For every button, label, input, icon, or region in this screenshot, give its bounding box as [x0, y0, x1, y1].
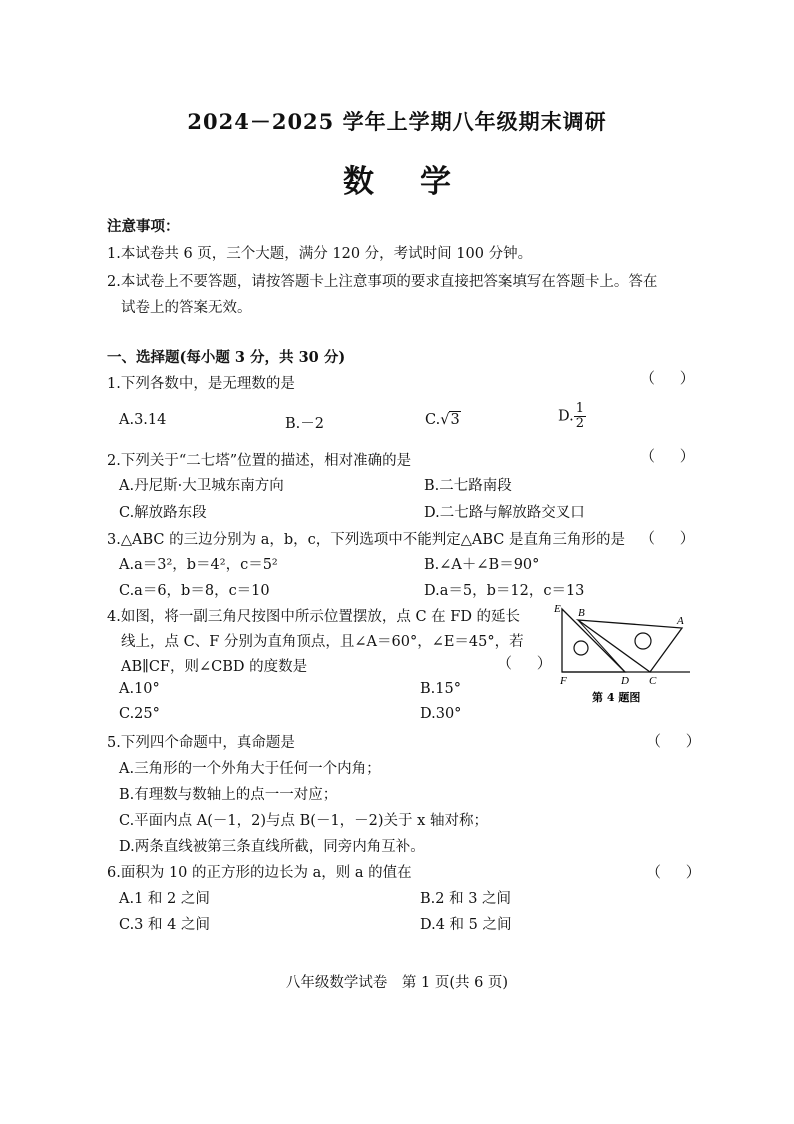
label-d: D — [621, 675, 629, 687]
question-3-stem: 3.△ABC 的三边分别为 a，b，c，下列选项中不能判定△ABC 是直角三角形的是 — [107, 532, 625, 548]
figure-caption: 第 4 题图 — [592, 691, 641, 704]
label-a: A — [677, 615, 684, 627]
question-6-answer-paren: （ ） — [646, 863, 711, 881]
question-4-option-c: C.25° — [119, 706, 160, 722]
question-1-option-c — [425, 412, 461, 428]
page-footer: 八年级数学试卷 第 1 页(共 6 页) — [285, 975, 509, 991]
question-2-option-b: B.二七路南段 — [424, 478, 512, 494]
set-square-hole-left — [574, 641, 588, 655]
question-2-option-c: C.解放路东段 — [119, 505, 207, 521]
fraction — [574, 402, 586, 431]
line-bd — [578, 620, 625, 672]
sqrt-icon: √ — [440, 412, 450, 428]
question-5-stem: 5.下列四个命题中，真命题是 — [107, 735, 295, 751]
question-1-stem: 1.下列各数中，是无理数的是 — [107, 376, 295, 392]
question-6-option-d: D.4 和 5 之间 — [420, 917, 512, 933]
question-5-answer-paren: （ ） — [646, 732, 711, 750]
question-1-option-b: B.－2 — [285, 416, 324, 432]
question-1-option-d — [558, 402, 586, 431]
notice-item-2-line-1: 2.本试卷上不要答题，请按答题卡上注意事项的要求直接把答案填写在答题卡上。答在 — [107, 274, 658, 290]
question-4-stem-line-3: AB∥CF，则∠CBD 的度数是 — [121, 659, 308, 675]
radicand: 3 — [450, 412, 460, 428]
question-1-answer-paren: （ ） — [640, 369, 705, 387]
option-c-prefix: C. — [425, 412, 441, 428]
question-2-option-a: A.丹尼斯·大卫城东南方向 — [119, 478, 284, 494]
question-6-option-c: C.3 和 4 之间 — [119, 917, 210, 933]
triangle-bac — [578, 620, 682, 672]
notice-heading: 注意事项： — [107, 218, 180, 235]
question-3-option-a: A.a＝3²，b＝4²，c＝5² — [119, 557, 278, 573]
fraction-denominator: 2 — [575, 416, 584, 431]
label-f: F — [560, 675, 567, 687]
question-3-option-c: C.a＝6，b＝8，c＝10 — [119, 583, 270, 599]
question-3-option-b: B.∠A＋∠B＝90° — [424, 557, 540, 573]
label-c: C — [649, 675, 657, 687]
fraction-numerator: 1 — [575, 401, 584, 416]
label-e: E — [554, 603, 561, 615]
question-3-answer-paren: （ ） — [640, 529, 705, 547]
question-4-figure — [550, 600, 700, 710]
question-1-option-a: A.3.14 — [119, 412, 167, 428]
exam-title: 2024－2025 学年上学期八年级期末调研 — [187, 109, 607, 134]
question-4-option-b: B.15° — [420, 681, 461, 697]
question-6-option-b: B.2 和 3 之间 — [420, 891, 512, 907]
notice-item-1: 1.本试卷共 6 页，三个大题，满分 120 分，考试时间 100 分钟。 — [107, 246, 533, 262]
question-2-answer-paren: （ ） — [640, 447, 705, 465]
question-4-answer-paren: （ ） — [497, 654, 562, 672]
triangle-efd — [562, 609, 625, 672]
question-4-option-d: D.30° — [420, 706, 462, 722]
section-heading: 一、选择题(每小题 3 分，共 30 分) — [107, 349, 346, 366]
question-6-option-a: A.1 和 2 之间 — [119, 891, 210, 907]
subject-title: 数学 — [343, 164, 497, 200]
question-4-stem-line-1: 4.如图，将一副三角尺按图中所示位置摆放，点 C 在 FD 的延长 — [107, 609, 521, 625]
set-square-hole-right — [635, 633, 651, 649]
label-b: B — [578, 607, 585, 619]
question-2-stem: 2.下列关于“二七塔”位置的描述，相对准确的是 — [107, 453, 412, 469]
question-4-option-a: A.10° — [119, 681, 160, 697]
question-5-option-c: C.平面内点 A(－1，2)与点 B(－1，－2)关于 x 轴对称； — [119, 813, 488, 829]
question-5-option-b: B.有理数与数轴上的点一一对应； — [119, 787, 338, 803]
notice-item-2-line-2: 试卷上的答案无效。 — [121, 300, 252, 316]
question-2-option-d: D.二七路与解放路交叉口 — [424, 505, 585, 521]
question-5-option-a: A.三角形的一个外角大于任何一个内角； — [119, 761, 381, 777]
question-6-stem: 6.面积为 10 的正方形的边长为 a，则 a 的值在 — [107, 865, 412, 881]
question-5-option-d: D.两条直线被第三条直线所截，同旁内角互补。 — [119, 839, 425, 855]
question-3-option-d: D.a＝5，b＝12，c＝13 — [424, 583, 585, 599]
option-d-prefix: D. — [558, 408, 574, 425]
question-4-stem-line-2: 线上，点 C、F 分别为直角顶点，且∠A＝60°，∠E＝45°，若 — [121, 634, 524, 650]
